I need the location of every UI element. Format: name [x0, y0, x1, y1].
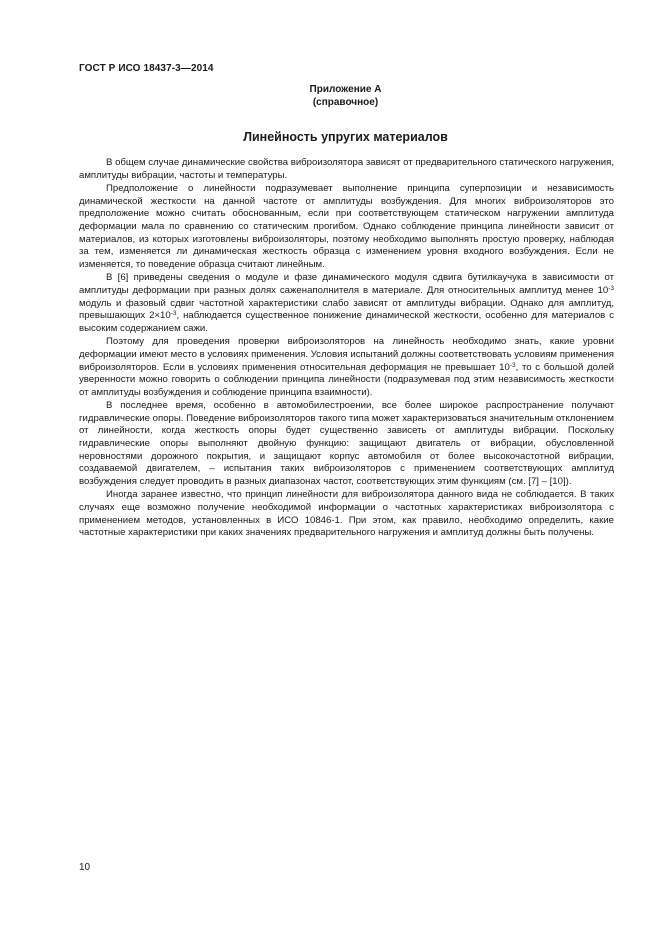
paragraph-text: , то с большой долей уверенности можно говорить о соблюдении принципа линейности (подразумевая под этим независимость жесткости от амплитуды возбуждения и соблюдение принципа взаимности).: [79, 361, 614, 398]
page-number: 10: [79, 862, 91, 873]
appendix-title: Приложение А: [309, 84, 382, 95]
paragraph-text: Поэтому для проведения проверки виброизоляторов на линейность необходимо знать, какие уровни деформации имеют место в условиях применения. Условия испытаний должны соответствовать условиям применения виброизоляторов. Если в условиях применения относительная деформация не превышает 10: [79, 336, 614, 373]
appendix-heading: [0, 83, 661, 109]
body-text: [79, 157, 614, 541]
paragraph-text: модуль и фазовый сдвиг частотной характеристики слабо зависят от амплитуды вибрации. Однако для амплитуд, превышающих 2×10: [79, 297, 614, 322]
paragraph-text: В [6] приведены сведения о модуле и фазе динамического модуля сдвига бутилкаучука в зависимости от амплитуды деформации при разных долях саженаполнителя в материале. Для относительных амплитуд менее 10: [79, 272, 614, 296]
paragraph: Иногда заранее известно, что принцип линейности для виброизолятора данного вида не соблюдается. В таких случаях еще возможно получение необходимой информации о частотных характеристиках виброизолятора с применением методов, установленных в ИСО 10846-1. При этом, как правило, необходимо определить, какие частотные характеристики при каких значениях предварительного нагружения и амплитуд должны быть получены.: [79, 489, 614, 539]
paragraph: В последнее время, особенно в автомобилестроении, все более широкое распространение получают гидравлические опоры. Поведение виброизоляторов такого типа может характеризоваться значительным отклонением от линейности, когда жесткость опоры будет существенно зависеть от амплитуды вибрации. Поскольку гидравлические опоры выполняют двойную функцию: защищают двигатель от вибрации, обусловленной неровностями дорожного покрытия, и защищают корпус автомобиля от более высокочастотной вибрации, создаваемой двигателем, – испытания таких виброизоляторов с применением соответствующих амплитуд возбуждения следует проводить в разных диапазонах частот, соответствующих этим функциям (см. [7] – [10]).: [79, 400, 614, 487]
exponent: -3: [170, 310, 177, 318]
paragraph: [79, 336, 614, 399]
paragraph: Предположение о линейности подразумевает выполнение принципа суперпозиции и независимость динамической жесткости на данной частоте от амплитуды возбуждения. Для многих виброизоляторов это предположение можно считать обоснованным, если при соответствующем статическом нагружении амплитуда деформации мала по сравнению со статическим прогибом. Однако соблюдение принципа линейности зависит от материалов, из которых изготовлены виброизоляторы, поэтому необходимо выполнять простую проверку, наблюдая за тем, изменяется ли динамическая жесткость образца с изменением уровня входного возбуждения. Если не изменяется, то поведение образца считают линейным.: [79, 183, 614, 270]
paragraph: [79, 272, 614, 335]
standard-header: ГОСТ Р ИСО 18437-3—2014: [79, 63, 214, 74]
appendix-type: (справочное): [312, 97, 379, 108]
section-title: Линейность упругих материалов: [243, 130, 448, 144]
exponent: -3: [608, 284, 614, 292]
paragraph-text: , наблюдается существенное понижение динамической жесткости, особенно для материалов с высоким содержанием сажи.: [79, 310, 614, 334]
exponent: -3: [509, 361, 516, 369]
paragraph: В общем случае динамические свойства виброизолятора зависят от предварительного статического нагружения, амплитуды вибрации, частоты и температуры.: [79, 157, 614, 181]
